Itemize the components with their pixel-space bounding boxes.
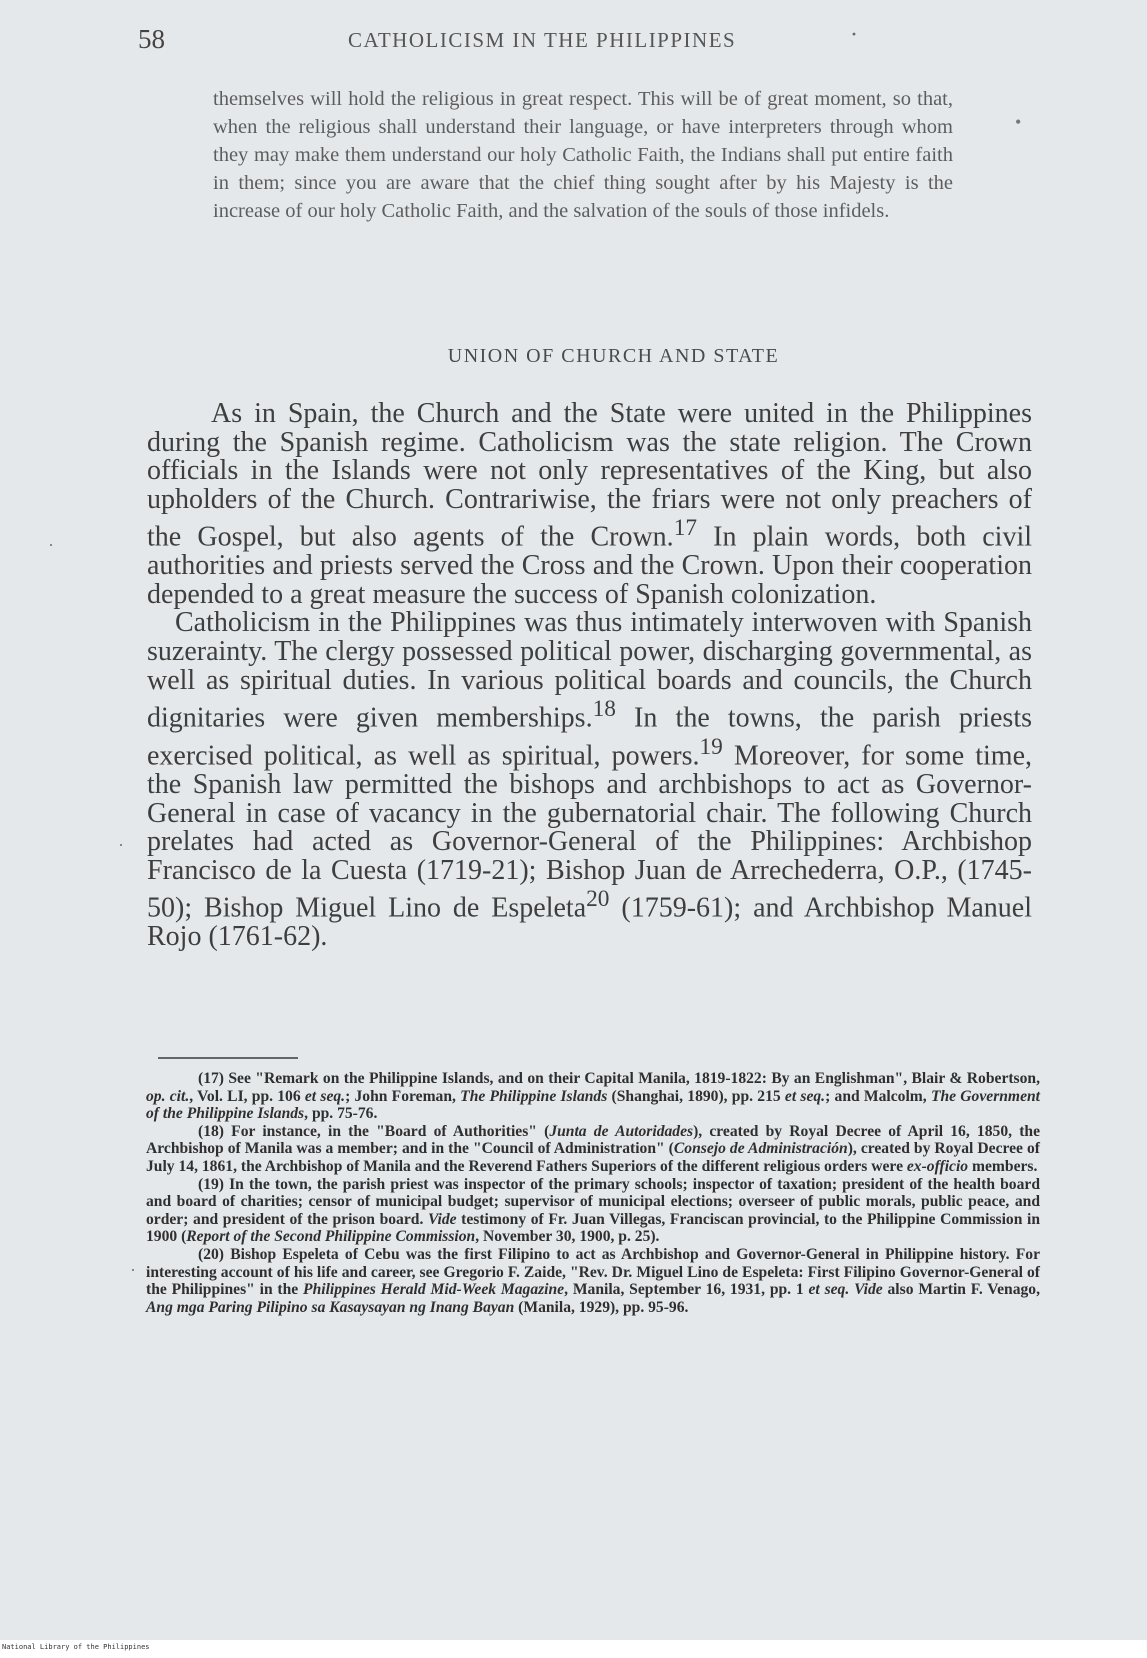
body-text <box>147 400 1032 952</box>
fn17-i4: et seq. <box>784 1087 826 1105</box>
fn19-i1: Vide <box>427 1210 457 1228</box>
paragraph-1-part-2: In plain words, both civil authorities and priests served the Cross and the Crown. Upon their cooperation depended to a great measure the success of Spanish colonization. <box>147 521 1033 610</box>
fn20-i3: Vide <box>854 1281 883 1299</box>
fn17-e: ; and Malcolm, <box>825 1087 931 1105</box>
fn18-b: ), created by Royal Decree of April 16, 1850, the Archbishop of Manila was a member; and in the "Council of Administration" ( <box>146 1122 1040 1158</box>
running-title: CATHOLICISM IN THE PHILIPPINES <box>348 28 737 52</box>
stray-mark: · <box>130 1260 136 1280</box>
header-dot: · <box>850 22 858 48</box>
fn19-b: testimony of Fr. Juan Villegas, Franciscan provincial, to the Philippine Commission in 1900 ( <box>146 1210 1041 1246</box>
block-quote-text: themselves will hold the religious in great respect. This will be of great moment, so that, when the religious shall understand their language, or have interpreters through whom they may make them understand our holy Catholic Faith, the Indians shall put entire faith in them; since you are aware that the chief thing sought after by his Majesty is the increase of our holy Catholic Faith, and the salvation of the souls of those infidels. <box>213 88 953 222</box>
fn17-f: , pp. 75-76. <box>304 1105 378 1123</box>
footnote-rule <box>158 1057 298 1059</box>
stray-mark: · <box>48 535 54 555</box>
fn19-a: (19) In the town, the parish priest was inspector of the primary schools; inspector of taxation; president of the health board and board of charities; censor of municipal budget; supervisor of municipal elections; overseer of public morals, public peace, and order; and president of the prison board. <box>146 1175 1040 1228</box>
fn17-b: , Vol. LI, pp. 106 <box>189 1087 305 1105</box>
footnote-19 <box>146 1176 1040 1246</box>
fn18-i3: ex-officio <box>906 1157 969 1175</box>
fn20-a: (20) Bishop Espeleta of Cebu was the first Filipino to act as Archbishop and Governor-General in Philippine history. For interesting account of his life and career, see Gregorio F. Zaide, "Rev. Dr. Miguel Lino de Espeleta: First Filipino Governor-General of the Philippines" in the <box>146 1245 1040 1299</box>
fn18-a: (18) For instance, in the "Board of Authorities" ( <box>198 1122 550 1140</box>
fn18-d: members. <box>968 1157 1038 1175</box>
fn19-c: , November 30, 1900, p. 25). <box>475 1228 660 1246</box>
footer-credit: National Library of the Philippines <box>2 1643 150 1651</box>
fn20-i2: et seq. <box>808 1281 850 1299</box>
paragraph-2-part-4: (1759-61); and Archbishop Manuel Rojo (1761-62). <box>147 892 1032 953</box>
fn17-a: (17) See "Remark on the Philippine Islands, and on their Capital Manila, 1819-1822: By an Englishman", Blair & Robertson, <box>198 1070 1040 1087</box>
stray-mark: • <box>1015 112 1022 132</box>
page-header <box>138 22 878 56</box>
paragraph-2-part-2: In the towns, the parish priests exercised political, as well as spiritual, powers. <box>147 702 1032 772</box>
fn20-i4: Ang mga Paring Pilipino sa Kasaysayan ng Inang Bayan <box>146 1298 515 1316</box>
footnote-18 <box>146 1123 1040 1176</box>
block-quote <box>213 85 953 225</box>
fn20-e: (Manila, 1929), pp. 95-96. <box>514 1298 689 1316</box>
footnote-ref-20: 20 <box>586 886 610 913</box>
footnote-ref-18: 18 <box>592 696 616 723</box>
fn19-i2: Report of the Second Philippine Commission <box>186 1228 476 1246</box>
section-heading <box>0 345 1147 368</box>
page-number: 58 <box>138 24 165 54</box>
footer-strip <box>0 1640 1147 1658</box>
fn20-i1: Philippines Herald Mid-Week Magazine <box>303 1281 565 1299</box>
footnote-20 <box>146 1246 1040 1316</box>
paragraph-1-part-1: As in Spain, the Church and the State were united in the Philippines during the Spanish regime. Catholicism was the state religion. The Crown officials in the Islands were not only representatives of the King, but also upholders of the Church. Contrariwise, the friars were not only preachers of the Gospel, but also agents of the Crown. <box>147 398 1032 553</box>
fn17-i2: et seq. <box>304 1087 346 1105</box>
fn20-b: , Manila, September 16, 1931, pp. 1 <box>564 1281 809 1299</box>
stray-mark: · <box>118 835 124 855</box>
fn18-i2: Consejo de Administración <box>673 1140 848 1158</box>
fn20-d: also Martin F. Venago, <box>882 1281 1041 1299</box>
fn17-d: (Shanghai, 1890), pp. 215 <box>607 1087 785 1105</box>
fn17-c: ; John Foreman, <box>345 1087 461 1105</box>
fn17-i1: op. cit. <box>146 1087 190 1105</box>
paragraph-2-part-1: Catholicism in the Philippines was thus intimately interwoven with Spanish suzerainty. The clergy possessed political power, discharging governmental, as well as spiritual duties. In various political boards and councils, the Church dignitaries were given memberships. <box>147 607 1032 734</box>
fn18-c: ), created by Royal Decree of July 14, 1861, the Archbishop of Manila and the Reverend Fathers Superiors of the different religious orders were <box>146 1140 1040 1175</box>
section-heading-text: UNION OF CHURCH AND STATE <box>447 345 780 367</box>
fn17-i5: The Government of the Philippine Islands <box>146 1087 1040 1123</box>
footnotes <box>146 1070 1040 1316</box>
footnote-ref-17: 17 <box>673 515 698 542</box>
paragraph-2-part-3: Moreover, for some time, the Spanish law permitted the bishops and archbishops to act as Governor-General in case of vacancy in the gubernatorial chair. The following Church prelates had acted as Governor-General of the Philippines: Archbishop Francisco de la Cuesta (1719-21); Bishop Juan de Arrechederra, O.P., (1745-50); Bishop Miguel Lino de Espeleta <box>147 740 1033 924</box>
paragraph-1 <box>147 400 1032 609</box>
fn17-i3: The Philippine Islands <box>460 1087 608 1105</box>
fn18-i1: Junta de Autoridades <box>549 1122 694 1140</box>
footnote-17 <box>146 1070 1040 1123</box>
paragraph-2 <box>147 609 1032 952</box>
footnote-ref-19: 19 <box>699 734 723 761</box>
